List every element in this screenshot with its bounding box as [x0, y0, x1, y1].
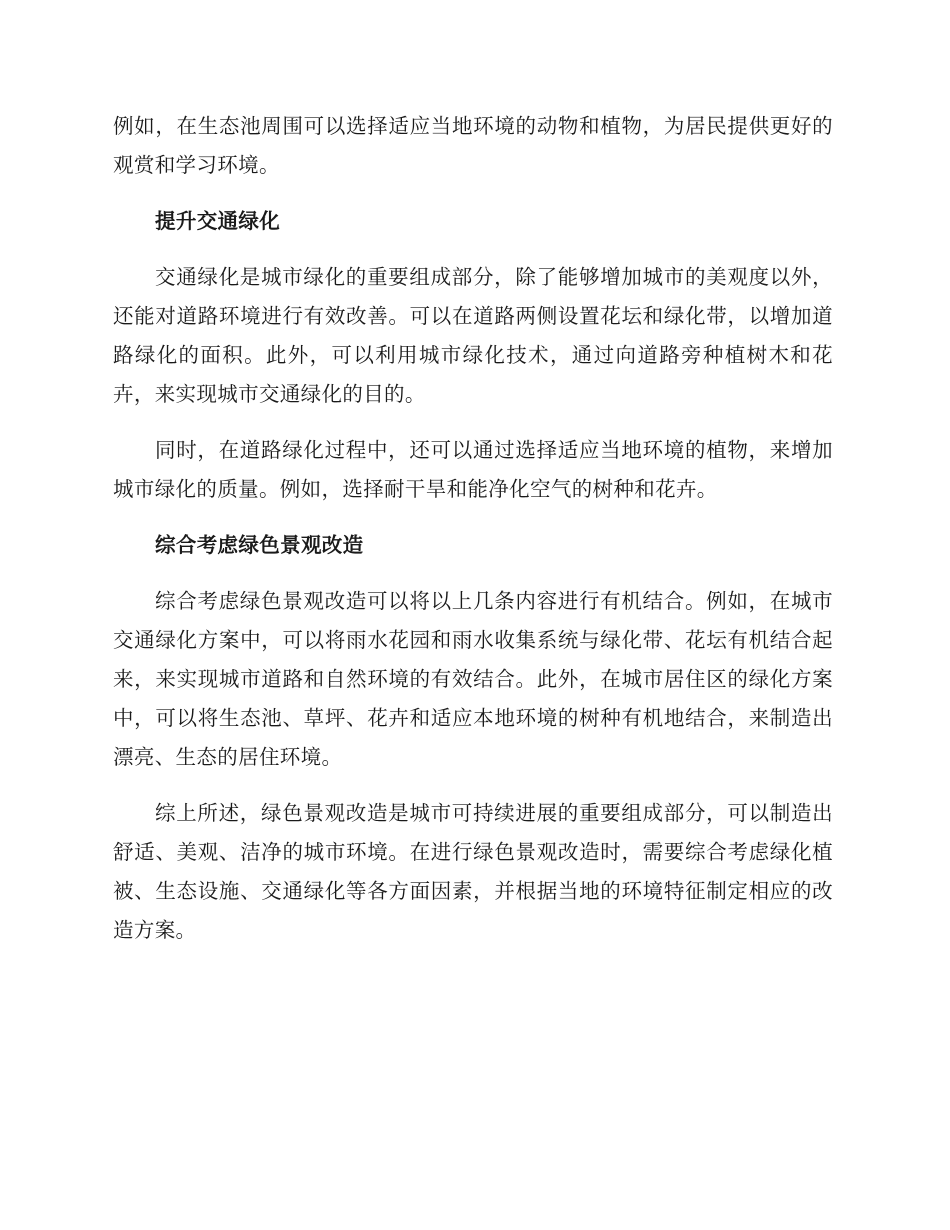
section-heading-traffic-greening: 提升交通绿化: [155, 209, 281, 233]
paragraph-road-plant-selection: 同时，在道路绿化过程中，还可以通过选择适应当地环境的植物，来增加城市绿化的质量。例如，选择耐干旱和能净化空气的树种和花卉。: [113, 438, 833, 501]
paragraph-traffic-greening: 交通绿化是城市绿化的重要组成部分，除了能够增加城市的美观度以外，还能对道路环境进行有效改善。可以在道路两侧设置花坛和绿化带，以增加道路绿化的面积。此外，可以利用城市绿化技术，通过向道路旁种植树木和花卉，来实现城市交通绿化的目的。: [113, 265, 833, 406]
paragraph-ecological-pond-continuation: 例如，在生态池周围可以选择适应当地环境的动物和植物，为居民提供更好的观赏和学习环境。: [113, 114, 833, 177]
paragraph-comprehensive-renovation: 综合考虑绿色景观改造可以将以上几条内容进行有机结合。例如，在城市交通绿化方案中，可以将雨水花园和雨水收集系统与绿化带、花坛有机结合起来，来实现城市道路和自然环境的有效结合。此外，在城市居住区的绿化方案中，可以将生态池、草坪、花卉和适应本地环境的树种有机地结合，来制造出漂亮、生态的居住环境。: [113, 589, 833, 769]
document-body: [113, 107, 833, 967]
paragraph-conclusion: 综上所述，绿色景观改造是城市可持续进展的重要组成部分，可以制造出舒适、美观、洁净的城市环境。在进行绿色景观改造时，需要综合考虑绿化植被、生态设施、交通绿化等各方面因素，并根据当地的环境特征制定相应的改造方案。: [113, 801, 833, 942]
section-heading-comprehensive-renovation: 综合考虑绿色景观改造: [155, 533, 364, 557]
